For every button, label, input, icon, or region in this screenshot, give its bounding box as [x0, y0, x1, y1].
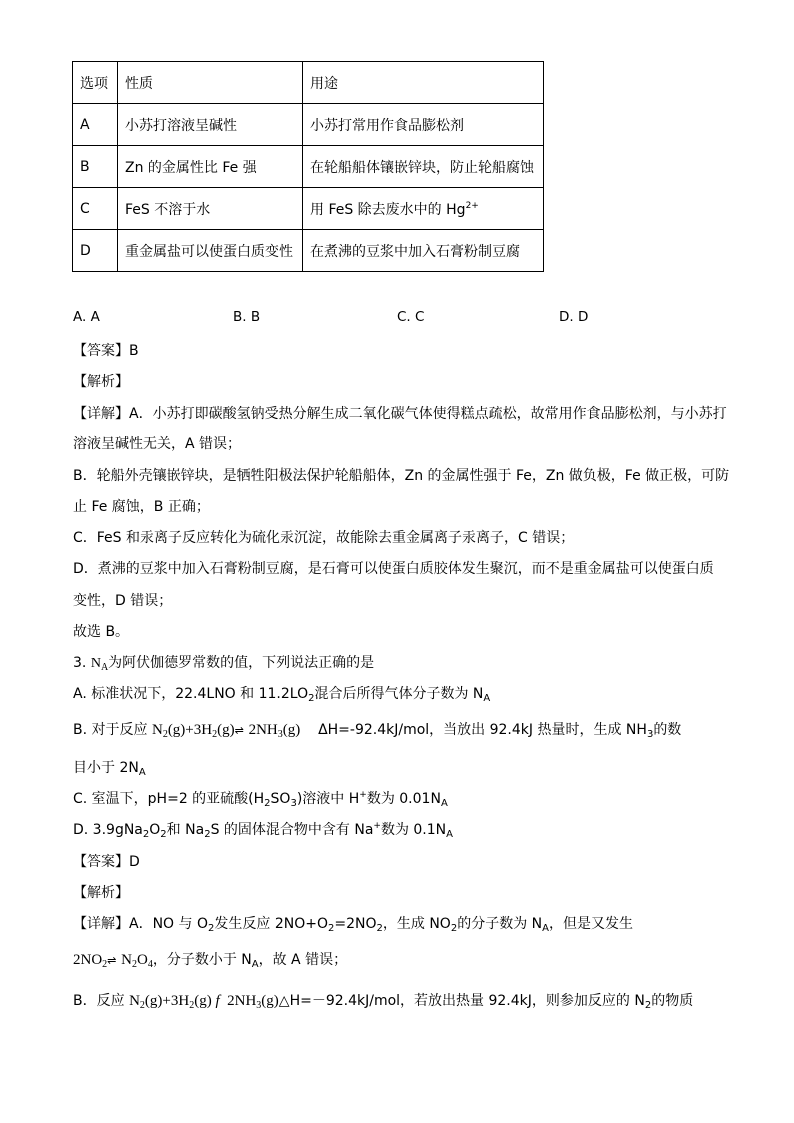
q3-option-b-prefix: B. 对于反应 — [73, 722, 152, 738]
q3-detail-a-mid2: =2NO — [334, 916, 377, 932]
q3-detail-b-rest: △H=－92.4kJ/mol，若放出热量 92.4kJ，则参加反应的 N — [278, 993, 645, 1009]
q3-option-d: D. $3.9gNa_2O_2$和 $Na_2S$ 的固体混合物中含有 Na+数为 $0.1N_A$ — [73, 821, 453, 840]
q3-detail-b-equation: $N_2(g)+3H_2(g)$ f $2NH_3(g)$ — [129, 993, 279, 1011]
q2-detail-d-line1: D．煮沸的豆浆中加入石膏粉制豆腐，是石膏可以使蛋白质胶体发生聚沉，而不是重金属盐可以使蛋白质 — [73, 561, 714, 577]
q3-stem — [73, 653, 374, 674]
q3-option-c: C. 室温下，pH=2 的亚硫酸$(H_2SO_3)$溶液中 H+数为 $0.01N_A$ — [73, 790, 448, 809]
q3-option-b-line1: B. 对于反应 $N_2(g)+3H_2(g)\rightleftharpoons$ $2NH_3(g)$ ΔH=-92.4kJ/mol，当放出 92.4kJ 热量时，生成 $NH_3$的数 — [73, 722, 682, 740]
q3-detail-a-mid3: ，生成 NO — [382, 916, 451, 932]
q3-detail-b-line1: B．反应 $N_2(g)+3H_2(g)$ f $2NH_3(g)\triangle H=-92.4kJ$/mol，若放出热量 92.4kJ，则参加反应的 $N_2$的物质 — [73, 993, 694, 1011]
table-row — [73, 230, 544, 272]
table-cell: 小苏打常用作食品膨松剂 — [303, 104, 544, 146]
q3-detail-a-prefix: 【详解】A．NO 与 O — [73, 916, 208, 932]
q3-option-b-equation: $N_2(g)+3H_2(g)\rightleftharpoons$ $2NH_3(g)$ — [151, 722, 301, 740]
q3-detail-b-prefix: B．反应 — [73, 993, 130, 1009]
choice-b: B. B — [233, 309, 261, 325]
q3-detail-a-line1: 【详解】A．NO 与 $O_2$发生反应 $2NO+O_2=2NO_2$，生成 $NO_2$的分子数为 $N_A$，但是又发生 — [73, 916, 633, 934]
q2-detail-a-line1: 【详解】A．小苏打即碳酸氢钠受热分解生成二氧化碳气体使得糕点疏松，故常用作食品膨松剂，与小苏打 — [73, 406, 727, 422]
q3-option-d-text: D. 3.9gNa — [73, 822, 143, 838]
table-row — [73, 104, 544, 146]
table-header-cell: 选项 — [73, 62, 118, 104]
table-header-cell: 用途 — [303, 62, 544, 104]
hg-text: 用 FeS 除去废水中的 Hg — [310, 201, 466, 218]
table-header-row — [73, 62, 544, 104]
table-cell — [303, 188, 544, 230]
q3-option-d-rest: S 的固体混合物中含有 Na — [210, 822, 374, 838]
q3-detail-a-line2: $2NO_2\rightleftharpoons$ $N_2O_4$，分子数小于 $N_A$，故 A 错误； — [73, 952, 348, 970]
q3-option-b-line2: 目小于 $2N_A$ — [73, 760, 146, 778]
answer-choices — [73, 309, 693, 329]
q3-option-a: A. 标准状况下，22.4LNO 和 $11.2LO_2$混合后所得气体分子数为 $N_A$ — [73, 686, 491, 704]
choice-a: A. A — [73, 309, 100, 325]
table-cell: FeS 不溶于水 — [118, 188, 303, 230]
table-header-cell: 性质 — [118, 62, 303, 104]
table-cell: 在轮船船体镶嵌锌块，防止轮船腐蚀 — [303, 146, 544, 188]
table-row — [73, 146, 544, 188]
hg-charge: 2+ — [465, 200, 479, 211]
q2-analysis-label: 【解析】 — [73, 374, 129, 390]
q3-option-c-text: C. 室温下，pH=2 的亚硫酸(H — [73, 791, 265, 807]
table-cell: 在煮沸的豆浆中加入石膏粉制豆腐 — [303, 230, 544, 272]
q3-option-d-mid2: 和 Na — [166, 822, 205, 838]
q3-option-a-rest: 混合后所得气体分子数为 N — [314, 686, 484, 702]
table-cell: A — [73, 104, 118, 146]
q3-option-d-mid: O — [149, 822, 161, 838]
q3-detail-a-rest: 的分子数为 N — [457, 916, 543, 932]
q3-analysis-label: 【解析】 — [73, 885, 129, 901]
q3-detail-a2-rest: ，分子数小于 N — [152, 952, 252, 968]
q2-detail-b-line2: 止 Fe 腐蚀，B 正确； — [73, 499, 210, 515]
table-cell: C — [73, 188, 118, 230]
table-cell: B — [73, 146, 118, 188]
q3-option-a-text: A. 标准状况下，22.4LNO 和 11.2LO — [73, 686, 309, 702]
q3-number: 3. — [73, 655, 91, 671]
property-use-table — [72, 61, 544, 272]
q3-answer: 【答案】D — [73, 854, 140, 870]
q2-conclusion: 故选 B。 — [73, 624, 130, 640]
q3-detail-a-mid: 发生反应 2NO+O — [214, 916, 328, 932]
q3-detail-a-equation: $2NO_2\rightleftharpoons$ $N_2O_4$ — [73, 952, 153, 970]
q3-stem-text: 为阿伏伽德罗常数的值，下列说法正确的是 — [108, 655, 375, 671]
table-cell: D — [73, 230, 118, 272]
q2-answer: 【答案】B — [73, 343, 139, 359]
table-cell: 小苏打溶液呈碱性 — [118, 104, 303, 146]
q3-option-b-line2-text: 目小于 2N — [73, 760, 139, 776]
table-cell: Zn 的金属性比 Fe 强 — [118, 146, 303, 188]
q3-option-b-rest: 的数 — [653, 722, 682, 738]
table-cell: 重金属盐可以使蛋白质变性 — [118, 230, 303, 272]
table-row — [73, 188, 544, 230]
q3-option-c-mid: SO — [270, 791, 291, 807]
q3-option-c-end: 数为 0.01N — [366, 791, 441, 807]
q3-detail-a2-end: ，故 A 错误； — [258, 952, 348, 968]
q3-detail-a-end: ，但是又发生 — [548, 916, 633, 932]
q3-option-d-end: 数为 0.1N — [380, 822, 447, 838]
q3-detail-b-end: 的物质 — [651, 993, 694, 1009]
choice-c: C. C — [397, 309, 425, 325]
q3-option-b-enthalpy: ΔH=-92.4kJ/mol，当放出 92.4kJ 热量时，生成 NH — [318, 722, 647, 738]
q2-detail-a-line2: 溶液呈碱性无关，A 错误； — [73, 436, 242, 452]
q2-detail-d-line2: 变性，D 错误； — [73, 593, 173, 609]
choice-d: D. D — [559, 309, 589, 325]
q2-detail-c: C．FeS 和汞离子反应转化为硫化汞沉淀，故能除去重金属离子汞离子，C 错误； — [73, 530, 575, 546]
q2-detail-b-line1: B．轮船外壳镶嵌锌块，是牺牲阳极法保护轮船船体，Zn 的金属性强于 Fe，Zn 做负极，Fe 做正极，可防 — [73, 468, 730, 484]
q3-option-c-rest: )溶液中 H — [296, 791, 360, 807]
na-symbol: $N_A$ — [90, 656, 109, 673]
